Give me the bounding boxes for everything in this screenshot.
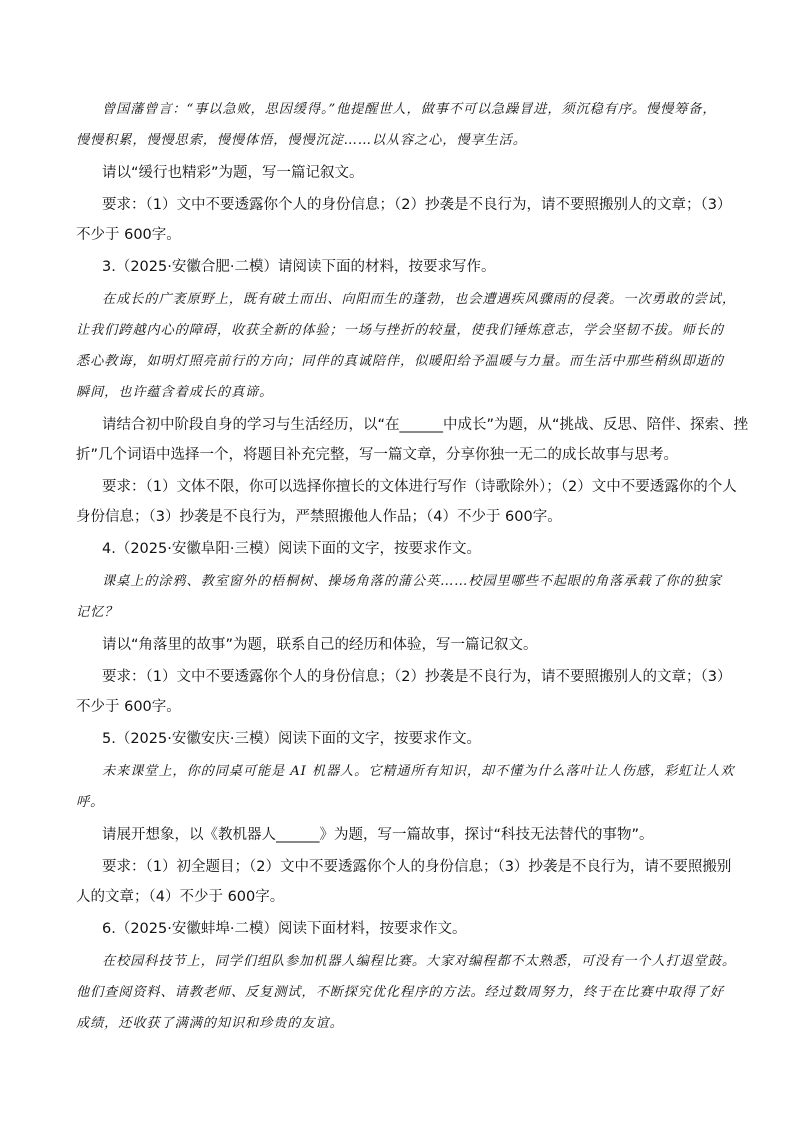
- paragraph-line: 请以“缓行也精彩”为题，写一篇记叙文。: [102, 165, 364, 181]
- paragraph-line: 呼。: [76, 795, 105, 810]
- paragraph-line: 要求：（1）文中不要透露你个人的身份信息；（2）抄袭是不良行为，请不要照搬别人的文章；（3）: [102, 669, 732, 685]
- paragraph: [76, 252, 722, 282]
- paragraph-line: 请以“角落里的故事”为题，联系自己的经历和体验，写一篇记叙文。: [102, 637, 538, 653]
- paragraph-line: 在校园科技节上，同学们组队参加机器人编程比赛。大家对编程都不太熟悉，可没有一个人打退堂鼓。: [102, 954, 736, 969]
- paragraph-line: 要求：（1）文体不限，你可以选择你擅长的文体进行写作（诗歌除外）；（2）文中不要透露你的个人: [102, 479, 737, 495]
- paragraph-line: 成绩，还收获了满满的知识和珍贵的友谊。: [76, 1016, 344, 1031]
- paragraph-line: 请结合初中阶段自身的学习与生活经历，以“在______中成长”为题，从“挑战、反思、陪伴、探索、挫: [102, 417, 749, 433]
- paragraph: [76, 94, 722, 156]
- paragraph: [76, 158, 722, 188]
- paragraph: [76, 410, 749, 470]
- paragraph-line: 人的文章；（4）不少于 600字。: [76, 889, 285, 905]
- paragraph: [76, 852, 732, 912]
- paragraph-line: 5.（2025·安徽安庆·三模）阅读下面的文字，按要求作文。: [102, 731, 481, 747]
- paragraph-line: 要求：（1）文中不要透露你个人的身份信息；（2）抄袭是不良行为，请不要照搬别人的文章；（3）: [102, 197, 732, 213]
- paragraph: [76, 914, 722, 944]
- paragraph-line: 身份信息；（3）抄袭是不良行为，严禁照搬他人作品；（4）不少于 600字。: [76, 509, 562, 525]
- paragraph-line: 让我们跨越内心的障碍，收获全新的体验；一场与挫折的较量，使我们锤炼意志，学会坚韧不拔。师长的: [76, 323, 725, 338]
- document-body: [76, 94, 749, 1041]
- paragraph-line: 要求：（1）初全题目；（2）文中不要透露你个人的身份信息；（3）抄袭是不良行为，请不要照搬别: [102, 859, 732, 875]
- paragraph-line: 不少于 600字。: [76, 699, 181, 715]
- paragraph: [76, 946, 736, 1039]
- paragraph-line: 未来课堂上，你的同桌可能是 AI 机器人。它精通所有知识，却不懂为什么落叶让人伤感，彩虹让人欢: [102, 764, 735, 779]
- paragraph-line: 4.（2025·安徽阜阳·三模）阅读下面的文字，按要求作文。: [102, 541, 481, 557]
- paragraph-line: 不少于 600字。: [76, 227, 181, 243]
- paragraph-line: 3.（2025·安徽合肥·二模）请阅读下面的材料，按要求写作。: [102, 259, 496, 275]
- paragraph-line: 课桌上的涂鸦、教室窗外的梧桐树、操场角落的蒲公英……校园里哪些不起眼的角落承载了你的独家: [102, 574, 722, 589]
- paragraph: [76, 756, 735, 818]
- paragraph-line: 瞬间，也许蕴含着成长的真谛。: [76, 385, 274, 400]
- paragraph-line: 慢慢积累，慢慢思索，慢慢体悟，慢慢沉淀……以从容之心，慢享生活。: [76, 133, 527, 148]
- paragraph: [76, 662, 732, 722]
- paragraph-line: 曾国藩曾言：“事以急败，思因缓得。”他提醒世人，做事不可以急躁冒进，须沉稳有序。慢慢筹备，: [102, 102, 717, 117]
- paragraph-line: 请展开想象，以《教机器人______》为题，写一篇故事，探讨“科技无法替代的事物”。: [102, 827, 654, 843]
- paragraph: [76, 630, 722, 660]
- paragraph-line: 他们查阅资料、请教老师、反复测试，不断探究优化程序的方法。经过数周努力，终于在比赛中取得了好: [76, 985, 725, 1000]
- paragraph-line: 折”几个词语中选择一个，将题目补充完整，写一篇文章，分享你独一无二的成长故事与思考。: [76, 447, 679, 463]
- paragraph: [76, 534, 722, 564]
- paragraph-line: 记忆？: [76, 605, 119, 620]
- paragraph-line: 在成长的广袤原野上，既有破土而出、向阳而生的蓬勃，也会遭遇疾风骤雨的侵袭。一次勇敢的尝试，: [102, 292, 736, 307]
- paragraph: [76, 472, 737, 532]
- paragraph: [76, 724, 722, 754]
- paragraph-line: 6.（2025·安徽蚌埠·二模）阅读下面材料，按要求作文。: [102, 921, 467, 937]
- paragraph: [76, 284, 736, 408]
- paragraph: [76, 820, 722, 850]
- paragraph: [76, 566, 722, 628]
- paragraph-line: 悉心教诲，如明灯照亮前行的方向；同伴的真诚陪伴，似暖阳给予温暖与力量。而生活中那些稍纵即逝的: [76, 354, 725, 369]
- paragraph: [76, 190, 732, 250]
